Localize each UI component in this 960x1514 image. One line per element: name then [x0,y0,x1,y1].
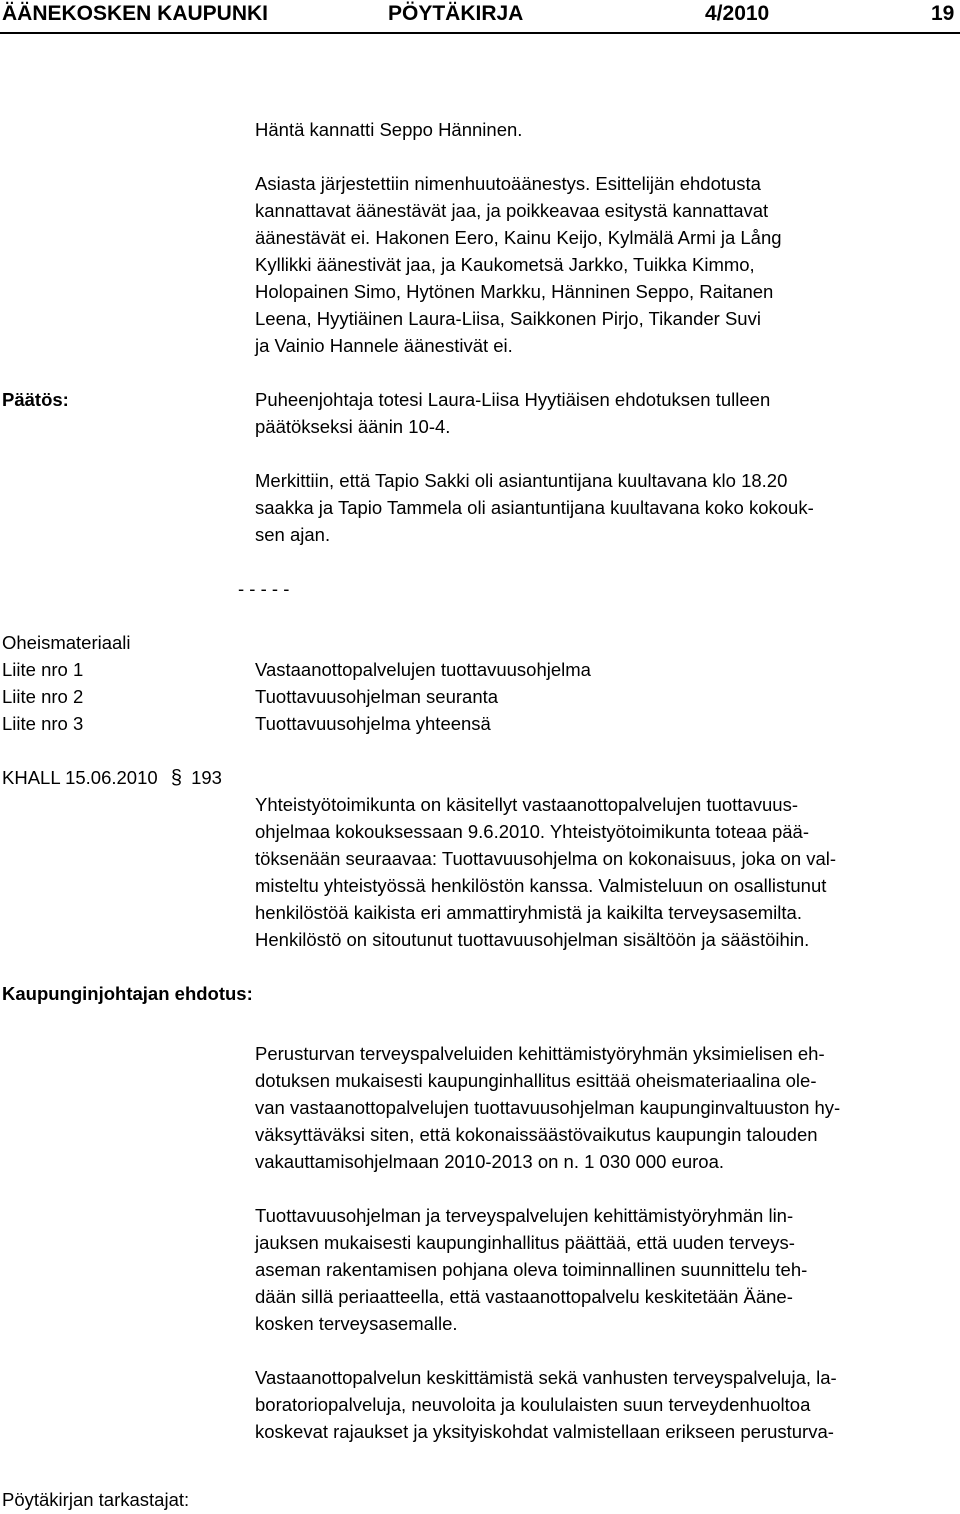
proposal-paragraph-2 [255,1202,955,1337]
text-line: aseman rakentamisen pohjana oleva toiminnallinen suunnittelu teh- [255,1259,808,1280]
header-issue: 4/2010 [705,2,770,25]
decision-paragraph [255,386,955,440]
header-doc-type: PÖYTÄKIRJA [388,2,524,25]
text-line: kosken terveysasemalle. [255,1313,458,1334]
page-header [0,0,960,32]
text-line: väksyttäväksi siten, että kokonaissäästövaikutus kaupungin talouden [255,1124,818,1145]
text-line: vakauttamisohjelmaan 2010-2013 on n. 1 030 000 euroa. [255,1151,725,1172]
text-line: jauksen mukaisesti kaupunginhallitus päättää, että uuden terveys- [255,1232,795,1253]
attachment-1-title: Vastaanottopalvelujen tuottavuusohjelma [255,659,591,680]
khall-reference [2,764,222,792]
text-line: Tuottavuusohjelman ja terveyspalvelujen kehittämistyöryhmän lin- [255,1205,794,1226]
header-org: ÄÄNEKOSKEN KAUPUNKI [2,2,269,25]
text-line: dotuksen mukaisesti kaupunginhallitus esittää oheismateriaalina ole- [255,1070,817,1091]
text-line: Henkilöstö on sitoutunut tuottavuusohjelman sisältöön ja säästöihin. [255,929,810,950]
text-line: Merkittiin, että Tapio Sakki oli asiantuntijana kuultavana klo 18.20 [255,470,788,491]
voting-paragraph [255,170,955,359]
khall-date: KHALL 15.06.2010 [2,767,158,788]
text-line: Perusturvan terveyspalveluiden kehittämistyöryhmän yksimielisen eh- [255,1043,825,1064]
minutes-note-paragraph [255,467,955,548]
text-line: henkilöstöä kaikista eri ammattiryhmistä ja kaikilta terveysasemilta. [255,902,802,923]
text-line: Puheenjohtaja totesi Laura-Liisa Hyytiäisen ehdotuksen tulleen [255,389,771,410]
minutes-reviewers-label: Pöytäkirjan tarkastajat: [2,1489,190,1510]
text-line: ohjelmaa kokouksessaan 9.6.2010. Yhteistyötoimikunta toteaa pää- [255,821,809,842]
text-line: misteltu yhteistyössä henkilöstön kanssa. Valmisteluun on osallistunut [255,875,827,896]
text-line: sen ajan. [255,524,331,545]
proposal-paragraph-1 [255,1040,955,1175]
text-line: van vastaanottopalvelujen tuottavuusohjelman kaupunginvaltuuston hy- [255,1097,841,1118]
text-line: Leena, Hyytiäinen Laura-Liisa, Saikkonen Pirjo, Tikander Suvi [255,308,761,329]
cooperation-committee-paragraph [255,791,955,953]
header-divider [0,32,960,34]
section-sign: § [170,767,182,789]
attachment-1-id: Liite nro 1 [2,659,84,680]
section-number: 193 [191,767,222,788]
decision-label: Päätös: [2,389,69,410]
attachment-2-title: Tuottavuusohjelman seuranta [255,686,499,707]
section-separator: - - - - - [238,578,290,599]
proposal-paragraph-3 [255,1364,955,1445]
header-page-number: 19 [931,2,955,25]
text-line: dään sillä periaatteella, että vastaanottopalvelu keskitetään Ääne- [255,1286,793,1307]
text-line: kannattavat äänestävät jaa, ja poikkeavaa esitystä kannattavat [255,200,769,221]
attachment-3-id: Liite nro 3 [2,713,84,734]
text-line: Holopainen Simo, Hytönen Markku, Hänninen Seppo, Raitanen [255,281,774,302]
text-line: Kyllikki äänestivät jaa, ja Kaukometsä Jarkko, Tuikka Kimmo, [255,254,755,275]
text-line: Yhteistyötoimikunta on käsitellyt vastaanottopalvelujen tuottavuus- [255,794,798,815]
mayor-proposal-label: Kaupunginjohtajan ehdotus: [2,983,253,1004]
text-line: Asiasta järjestettiin nimenhuutoäänestys. Esittelijän ehdotusta [255,173,761,194]
attachments-label: Oheismateriaali [2,632,131,653]
text-line: Vastaanottopalvelun keskittämistä sekä vanhusten terveyspalveluja, la- [255,1367,837,1388]
text-line: Häntä kannatti Seppo Hänninen. [255,119,523,140]
text-line: boratoriopalveluja, neuvoloita ja koululaisten suun terveydenhuoltoa [255,1394,811,1415]
text-line: töksenään seuraavaa: Tuottavuusohjelma on kokonaisuus, joka on val- [255,848,837,869]
text-line: ja Vainio Hannele äänestivät ei. [255,335,513,356]
text-line: koskevat rajaukset ja yksityiskohdat valmistellaan erikseen perusturva- [255,1421,834,1442]
attachment-2-id: Liite nro 2 [2,686,84,707]
seconding-paragraph [255,116,955,143]
text-line: äänestävät ei. Hakonen Eero, Kainu Keijo, Kylmälä Armi ja Lång [255,227,782,248]
text-line: saakka ja Tapio Tammela oli asiantuntijana kuultavana koko kokouk- [255,497,814,518]
text-line: päätökseksi äänin 10-4. [255,416,451,437]
attachment-3-title: Tuottavuusohjelma yhteensä [255,713,491,734]
